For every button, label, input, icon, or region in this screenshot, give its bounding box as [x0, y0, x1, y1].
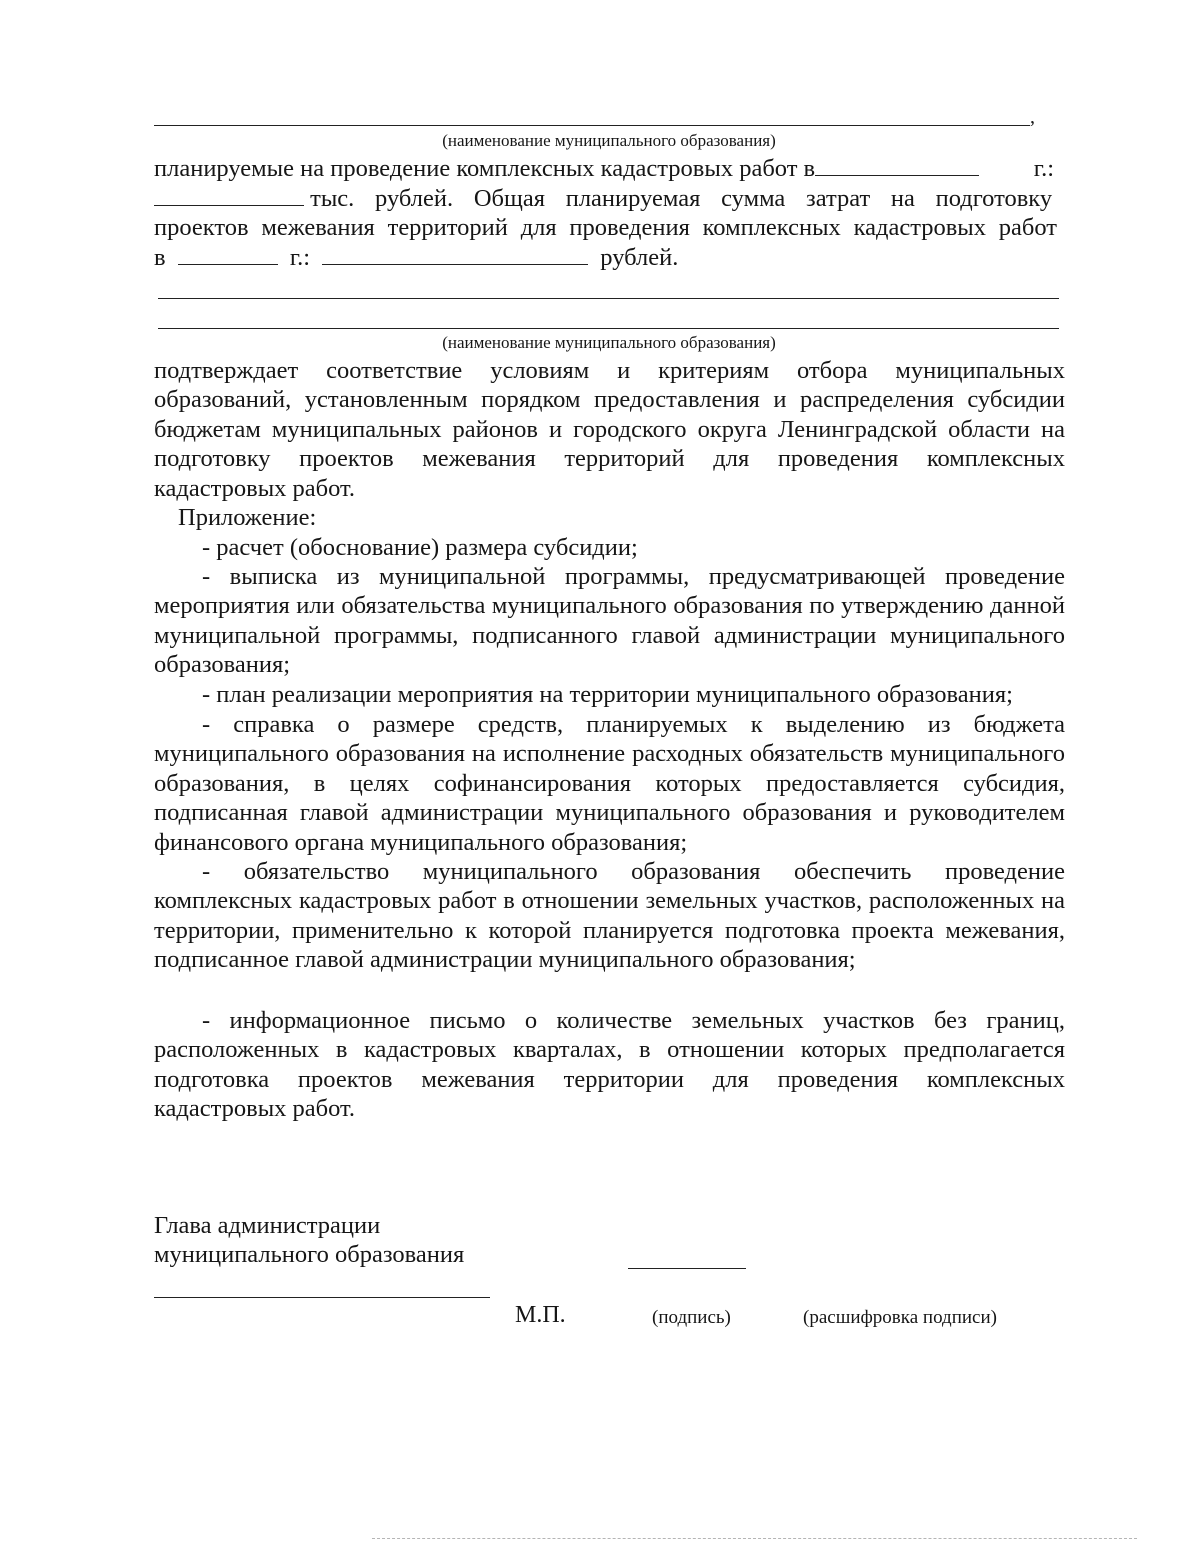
caption-municipality-1: (наименование муниципального образования): [442, 131, 776, 150]
year-suffix-1: г.:: [1033, 155, 1054, 182]
blank-line-municipality-2a: [158, 298, 1059, 299]
scan-edge-line: [372, 1538, 1137, 1539]
attachment-item-6: - информационное письмо о количестве земельных участков без границ, расположенных в кадастровых кварталах, в отношении которых предполагается подготовка проектов межевания территории для проведения комплексных кадастровых работ.: [154, 1007, 1065, 1123]
blank-amount-2: [322, 244, 588, 265]
attachment-item-3: - план реализации мероприятия на территории муниципального образования;: [202, 681, 1013, 708]
attachment-item-2: - выписка из муниципальной программы, предусматривающей проведение мероприятия или обязательства муниципального образования по утверждению данной муниципальной программы, подписанного главой администрации муниципального образования;: [154, 563, 1065, 679]
confirmation-paragraph: подтверждает соответствие условиям и критериям отбора муниципальных образований, установленным порядком предоставления и распределения субсидии бюджетам муниципальных районов и городского округа Ленинградской области на подготовку проектов межевания территорий для проведения комплексных кадастровых работ.: [154, 357, 1065, 502]
line-planned-works: [154, 154, 1064, 184]
blank-line-municipality-1: [154, 125, 1030, 126]
attachments-heading: Приложение:: [178, 504, 317, 531]
seal-place-label: М.П.: [515, 1302, 566, 1328]
caption-municipality-2: (наименование муниципального образования): [442, 333, 776, 352]
attachment-item-1: - расчет (обоснование) размера субсидии;: [202, 534, 638, 561]
preposition-v: в: [154, 244, 166, 271]
signature-title-line1: Глава администрации: [154, 1212, 381, 1239]
year-suffix-2: г.:: [289, 244, 311, 271]
line-thousand-rubles: [154, 184, 1064, 214]
rubles-text: рублей.: [600, 244, 679, 271]
signature-label: (подпись): [652, 1307, 731, 1328]
blank-year-2: [178, 244, 278, 265]
blank-year-1: [815, 155, 979, 176]
blank-amount-1: [154, 185, 304, 206]
thousand-rubles-text: тыс. рублей. Общая планируемая сумма затрат на подготовку: [310, 185, 1053, 212]
signature-blank-long: [154, 1297, 490, 1298]
attachment-item-5: - обязательство муниципального образования обеспечить проведение комплексных кадастровых работ в отношении земельных участков, расположенных на территории, применительно к которой планируется подготовка проекта межевания, подписанное главой администрации муниципального образования;: [154, 858, 1065, 974]
signature-title-line2: муниципального образования: [154, 1241, 465, 1268]
comma-mark: ,: [1030, 106, 1035, 128]
attachment-item-4: - справка о размере средств, планируемых к выделению из бюджета муниципального образования на исполнение расходных обязательств муниципального образования, в целях софинансирования которых предоставляется субсидия, подписанная главой администрации муниципального образования и руководителем финансового органа муниципального образования;: [154, 711, 1065, 856]
signature-blank-short: [628, 1268, 746, 1269]
planned-works-text: планируемые на проведение комплексных кадастровых работ в: [154, 155, 816, 182]
line-total-sum: [154, 243, 1064, 273]
signature-decode-label: (расшифровка подписи): [803, 1307, 997, 1328]
blank-line-municipality-2b: [158, 328, 1059, 329]
line-projects-survey: проектов межевания территорий для проведения комплексных кадастровых работ: [154, 214, 1057, 241]
